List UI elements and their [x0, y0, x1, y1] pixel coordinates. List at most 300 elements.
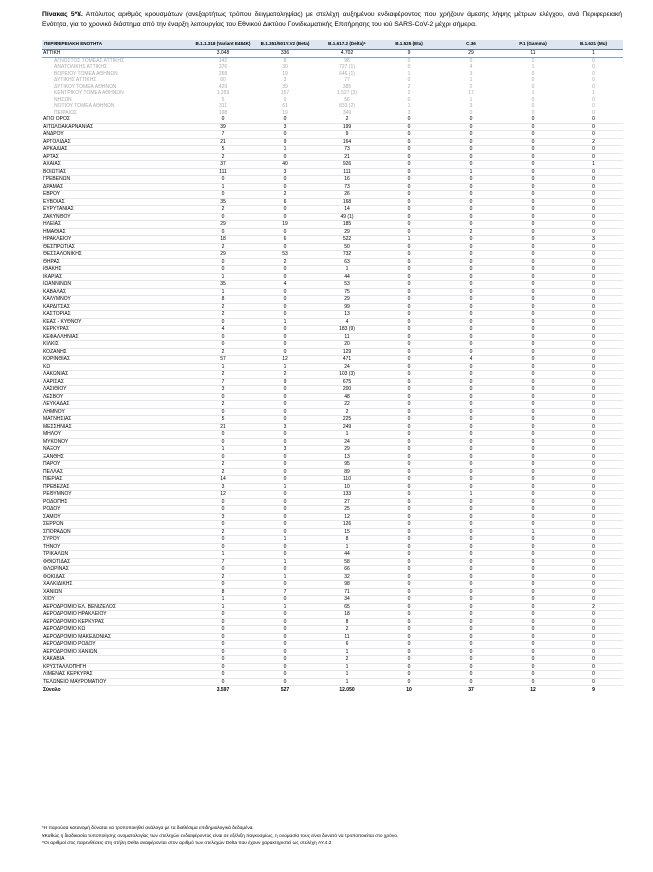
cell-value: 0	[502, 401, 564, 409]
cell-value: 0	[378, 363, 440, 371]
table-row	[42, 663, 623, 671]
cell-value: 0	[502, 221, 564, 229]
cell-value: 8	[283, 57, 287, 64]
cell-value: 0	[564, 228, 623, 236]
cell-value: 98	[316, 581, 378, 589]
cell-value: 0	[378, 573, 440, 581]
cell-value: 29	[440, 50, 502, 58]
cell-value: 0	[564, 333, 623, 341]
cell-value: 0	[564, 483, 623, 491]
cell-value: 2	[192, 348, 254, 356]
cell-value: 0	[192, 663, 254, 671]
cell-value: 9	[254, 138, 316, 146]
cell-value: 20	[316, 341, 378, 349]
cell-value: 29	[316, 446, 378, 454]
region-name: ΑΓΝΩΣΤΟΣ ΤΟΜΕΑΣ ΑΤΤΙΚΗΣ	[54, 57, 125, 64]
cell-value: 0	[440, 543, 502, 551]
cell-value: 22	[316, 401, 378, 409]
cell-value: 0	[440, 498, 502, 506]
cell-value: 0	[564, 528, 623, 536]
cell-value: 0	[564, 453, 623, 461]
region-name: ΑΝΔΡΟΥ	[42, 131, 192, 139]
cell-value: 26	[316, 191, 378, 199]
cell-value: 0	[440, 461, 502, 469]
cell-value: 0	[254, 401, 316, 409]
cell-value: 0	[564, 476, 623, 484]
cell-value: 0	[564, 491, 623, 499]
cell-value: 0	[378, 431, 440, 439]
cell-value: 0	[564, 266, 623, 274]
cell-value: 0	[564, 611, 623, 619]
table-row	[42, 138, 623, 146]
cell-value: 49 (1)	[316, 213, 378, 221]
cell-value: 9	[316, 131, 378, 139]
cell-value: 0	[502, 521, 564, 529]
cell-value: 0	[564, 581, 623, 589]
cell-value: 0	[502, 566, 564, 574]
table-row	[42, 243, 623, 251]
cell-value: 0	[502, 356, 564, 364]
table-row	[42, 206, 623, 214]
cell-value: 11	[316, 633, 378, 641]
cell-value: 0	[254, 303, 316, 311]
region-name: ΕΥΒΟΙΑΣ	[42, 198, 192, 206]
cell-value: 0	[378, 288, 440, 296]
cell-value: 0	[502, 543, 564, 551]
cell-value: 0	[502, 633, 564, 641]
cell-value: 0	[378, 191, 440, 199]
cell-value: 0	[502, 483, 564, 491]
cell-value: 25	[316, 506, 378, 514]
cell-value: 0	[564, 206, 623, 214]
cell-value: 0	[192, 506, 254, 514]
table-subrow	[42, 57, 623, 64]
cell-value: 3	[564, 236, 623, 244]
table-row	[42, 116, 623, 123]
table-row	[42, 498, 623, 506]
region-name: ΑΕΡΟΔΡΟΜΙΟ ΚΩ	[42, 626, 192, 634]
cell-value: 0	[564, 513, 623, 521]
cell-value: 0	[378, 656, 440, 664]
cell-value: 522	[316, 236, 378, 244]
cell-value: 13	[316, 311, 378, 319]
table-row	[42, 558, 623, 566]
cell-value: 1.527 (3)	[336, 90, 357, 96]
cell-value: 0	[378, 273, 440, 281]
region-name: ΠΡΕΒΕΖΑΣ	[42, 483, 192, 491]
cell-value: 0	[502, 416, 564, 424]
cell-value: 2	[407, 90, 411, 96]
cell-value: 2	[192, 461, 254, 469]
cell-value: 3.597	[192, 686, 254, 695]
table-row	[42, 581, 623, 589]
cell-value: 0	[407, 96, 411, 103]
table-row	[42, 648, 623, 656]
region-name: ΑΡΤΑΣ	[42, 153, 192, 161]
cell-value: 0	[192, 543, 254, 551]
cell-value: 44	[316, 551, 378, 559]
region-name: ΠΑΡΟΥ	[42, 461, 192, 469]
cell-value: 0	[564, 176, 623, 184]
cell-value: 0	[440, 213, 502, 221]
cell-value: 0	[254, 596, 316, 604]
cell-value: 2	[316, 408, 378, 416]
cell-value: 111	[316, 168, 378, 176]
cell-value: 0	[192, 581, 254, 589]
cell-value: 0	[564, 183, 623, 191]
cell-value: 27	[316, 498, 378, 506]
cell-value: 1	[192, 273, 254, 281]
cell-value: 0	[192, 438, 254, 446]
table-row	[42, 288, 623, 296]
cell-value: 15	[316, 528, 378, 536]
region-name: ΣΥΡΟΥ	[42, 536, 192, 544]
cell-value: 0	[564, 633, 623, 641]
cell-value: 1	[378, 236, 440, 244]
cell-value: 71	[316, 588, 378, 596]
cell-value: 2	[192, 371, 254, 379]
cell-value: 0	[192, 626, 254, 634]
cell-value: 7	[192, 131, 254, 139]
cell-value: 0	[254, 416, 316, 424]
cell-value: 0	[502, 198, 564, 206]
cell-value: 19	[282, 109, 288, 116]
cell-value: 0	[378, 116, 440, 123]
cell-value: 18	[316, 611, 378, 619]
cell-value: 0	[440, 566, 502, 574]
cell-value: 0	[192, 318, 254, 326]
cell-value: 3	[254, 123, 316, 131]
cell-value: 0	[592, 83, 595, 90]
cell-value: 0	[502, 573, 564, 581]
cell-value: 0	[564, 341, 623, 349]
region-name: ΣΑΜΟΥ	[42, 513, 192, 521]
cell-value: 7	[254, 588, 316, 596]
cell-value: 0	[502, 348, 564, 356]
cell-value: 0	[254, 656, 316, 664]
cell-value: 0	[378, 198, 440, 206]
cell-value: 0	[564, 423, 623, 431]
cell-value: 1	[254, 558, 316, 566]
cell-value: 0	[378, 453, 440, 461]
cell-value: 0	[502, 153, 564, 161]
cell-value: 0	[564, 656, 623, 664]
cell-value: 0	[440, 161, 502, 169]
table-row-total	[42, 686, 623, 695]
header-delta: B.1.617.2 (Delta)⁵	[316, 40, 378, 50]
region-name: ΧΙΟΥ	[42, 596, 192, 604]
region-name: ΗΜΑΘΙΑΣ	[42, 228, 192, 236]
region-name: ΑΧΑΪΑΣ	[42, 161, 192, 169]
cell-value: 9	[254, 378, 316, 386]
cell-value: 0	[564, 303, 623, 311]
cell-value: 0	[192, 341, 254, 349]
cell-value: 4	[254, 281, 316, 289]
cell-value: 65	[316, 603, 378, 611]
cell-value: 0	[564, 678, 623, 686]
cell-value: 12	[254, 356, 316, 364]
cell-value: 0	[564, 536, 623, 544]
cell-value: 0	[440, 251, 502, 259]
cell-value: 0	[531, 103, 535, 109]
region-name: ΙΚΑΡΙΑΣ	[42, 273, 192, 281]
cell-value: 0	[254, 408, 316, 416]
table-row	[42, 588, 623, 596]
cell-value: 1	[192, 183, 254, 191]
cell-value: 0	[564, 243, 623, 251]
cell-value: 1	[316, 266, 378, 274]
cell-value: 9	[378, 50, 440, 58]
cell-value: 0	[440, 506, 502, 514]
cell-value: 4	[192, 326, 254, 334]
cell-value: 185	[316, 221, 378, 229]
cell-value: 0	[378, 266, 440, 274]
region-name: ΗΛΕΙΑΣ	[42, 221, 192, 229]
table-row	[42, 266, 623, 274]
cell-value: 0	[254, 243, 316, 251]
cell-value: 0	[254, 543, 316, 551]
cell-value: 0	[440, 408, 502, 416]
header-b11318: B.1.1.318 (Variant E484K)	[192, 40, 254, 50]
cell-value: 0	[502, 641, 564, 649]
cell-value: 0	[378, 521, 440, 529]
cell-value: 0	[502, 663, 564, 671]
cell-value: 1	[502, 528, 564, 536]
cell-value: 0	[440, 198, 502, 206]
cell-value: 0	[378, 401, 440, 409]
cell-value: 0	[502, 311, 564, 319]
cell-value: 0	[502, 281, 564, 289]
region-name: ΑΡΚΑΔΙΑΣ	[42, 146, 192, 154]
cell-value: 1	[192, 551, 254, 559]
cell-value: 29	[316, 228, 378, 236]
cell-value: 0	[502, 461, 564, 469]
cell-value: 0	[502, 363, 564, 371]
region-name: ΒΟΙΩΤΙΑΣ	[42, 168, 192, 176]
cell-value: 8	[192, 588, 254, 596]
cell-value: 0	[440, 378, 502, 386]
region-name: ΦΛΩΡΙΝΑΣ	[42, 566, 192, 574]
cell-value: 0	[440, 446, 502, 454]
cell-value: 0	[378, 281, 440, 289]
cell-value: 2	[440, 228, 502, 236]
cell-value: 56	[344, 96, 350, 103]
region-name: ΒΟΡΕΙΟΥ ΤΟΜΕΑ ΑΘΗΝΩΝ	[54, 70, 118, 77]
cell-value: 249	[316, 423, 378, 431]
table-row	[42, 198, 623, 206]
table-row	[42, 123, 623, 131]
cell-value: 0	[564, 393, 623, 401]
cell-value: 0	[440, 596, 502, 604]
cell-value: 0	[592, 103, 595, 109]
cell-value: 0	[440, 206, 502, 214]
cell-value: 0	[502, 386, 564, 394]
cell-value: 21	[192, 138, 254, 146]
region-name: ΑΙΤΩΛΟΑΚΑΡΝΑΝΙΑΣ	[42, 123, 192, 131]
cell-value: 0	[254, 491, 316, 499]
cell-value: 29	[192, 221, 254, 229]
cell-value: 164	[316, 138, 378, 146]
cell-value: 0	[378, 678, 440, 686]
cell-value: 0	[378, 581, 440, 589]
table-row	[42, 423, 623, 431]
cell-value: 0	[440, 386, 502, 394]
cell-value: 5	[192, 416, 254, 424]
header-region: ΠΕΡΙΦΕΡΕΙΑΚΗ ΕΝΟΤΗΤΑ	[42, 40, 192, 50]
region-name: ΚΟΡΙΝΘΙΑΣ	[42, 356, 192, 364]
region-name: ΑΕΡΟΔΡΟΜΙΟ ΧΑΝΙΩΝ	[42, 648, 192, 656]
cell-value: 1	[469, 77, 473, 83]
region-name: ΚΕΑΣ - ΚΥΘΝΟΥ	[42, 318, 192, 326]
cell-value: 376	[218, 64, 228, 70]
cell-value: 8	[316, 536, 378, 544]
cell-value: 0	[378, 513, 440, 521]
cell-value: 2	[192, 303, 254, 311]
cell-value: 21	[192, 423, 254, 431]
cell-value: 0	[192, 498, 254, 506]
cell-value: 0	[378, 183, 440, 191]
cell-value: 0	[192, 176, 254, 184]
cell-value: 0	[254, 626, 316, 634]
cell-value: 0	[378, 153, 440, 161]
cell-value: 0	[378, 168, 440, 176]
cell-value: 0	[440, 423, 502, 431]
cell-value: 61	[282, 103, 288, 109]
cell-value: 0	[254, 393, 316, 401]
cell-value: 0	[440, 438, 502, 446]
table-row	[42, 618, 623, 626]
cell-value: 0	[378, 221, 440, 229]
region-name: ΦΘΙΩΤΙΔΑΣ	[42, 558, 192, 566]
cell-value: 0	[502, 251, 564, 259]
table-row	[42, 221, 623, 229]
header-beta: B.1.351/501Y.V2 (Beta)	[254, 40, 316, 50]
cell-value: 7	[192, 378, 254, 386]
cell-value: 0	[440, 573, 502, 581]
cell-value: 4	[440, 356, 502, 364]
cell-value: 0	[378, 648, 440, 656]
cell-value: 0	[378, 468, 440, 476]
cell-value: 0	[254, 468, 316, 476]
cell-value: 3	[407, 109, 411, 116]
cell-value: 0	[192, 566, 254, 574]
cell-value: 349	[342, 109, 352, 116]
cell-value: 0	[254, 333, 316, 341]
cell-value: 2	[192, 311, 254, 319]
cell-value: 39	[282, 83, 288, 90]
table-row	[42, 626, 623, 634]
cell-value: 225	[316, 416, 378, 424]
cell-value: 0	[192, 333, 254, 341]
cell-value: 12	[502, 686, 564, 695]
cell-value: 0	[502, 206, 564, 214]
cell-value: 1	[531, 64, 535, 70]
cell-value: 99	[316, 303, 378, 311]
region-name: ΜΑΓΝΗΣΙΑΣ	[42, 416, 192, 424]
cell-value: 0	[254, 506, 316, 514]
cell-value: 0	[254, 153, 316, 161]
cell-value: 1	[440, 491, 502, 499]
cell-value: 0	[564, 506, 623, 514]
cell-value: 0	[254, 431, 316, 439]
cell-value: 0	[254, 671, 316, 679]
table-row	[42, 333, 623, 341]
table-row	[42, 213, 623, 221]
cell-value: 29	[192, 251, 254, 259]
region-name: ΔΡΑΜΑΣ	[42, 183, 192, 191]
cell-value: 0	[254, 498, 316, 506]
cell-value: 0	[531, 77, 535, 83]
cell-value: 1	[316, 431, 378, 439]
cell-value: 9	[564, 686, 623, 695]
cell-value: 0	[378, 588, 440, 596]
cell-value: 0	[254, 296, 316, 304]
cell-value: 19	[254, 221, 316, 229]
cell-value: 0	[440, 116, 502, 123]
cell-value: 0	[440, 431, 502, 439]
cell-value: 0	[378, 408, 440, 416]
cell-value: 0	[502, 453, 564, 461]
cell-value: 16	[316, 176, 378, 184]
cell-value: 0	[502, 423, 564, 431]
cell-value: 0	[531, 57, 535, 64]
cell-value: 0	[440, 138, 502, 146]
cell-value: 0	[192, 648, 254, 656]
cell-value: 0	[254, 611, 316, 619]
cell-value: 833 (2)	[339, 103, 355, 109]
cell-value: 1	[254, 318, 316, 326]
cell-value: 2	[316, 656, 378, 664]
cell-value: 200	[316, 386, 378, 394]
cell-value: 168	[316, 198, 378, 206]
region-name: ΝΟΤΙΟΥ ΤΟΜΕΑ ΑΘΗΝΩΝ	[54, 103, 115, 109]
table-row	[42, 228, 623, 236]
cell-value: 0	[440, 243, 502, 251]
cell-value: 1	[192, 288, 254, 296]
cell-value: 0	[254, 581, 316, 589]
region-name: ΧΑΛΚΙΔΙΚΗΣ	[42, 581, 192, 589]
cell-value: 0	[378, 176, 440, 184]
cell-value: 0	[440, 521, 502, 529]
region-name: ΑΓΙΟ ΟΡΟΣ	[42, 116, 192, 123]
cell-value: 37	[440, 686, 502, 695]
table-row	[42, 146, 623, 154]
region-name: ΧΑΝΙΩΝ	[42, 588, 192, 596]
cell-value: 6	[254, 198, 316, 206]
table-row	[42, 378, 623, 386]
cell-value: 0	[378, 228, 440, 236]
cell-value: 0	[440, 611, 502, 619]
cell-value: 2	[407, 83, 411, 90]
cell-value: 0	[440, 536, 502, 544]
region-name: ΚΑΒΑΛΑΣ	[42, 288, 192, 296]
cell-value: 103 (3)	[316, 371, 378, 379]
cell-value: 0	[254, 678, 316, 686]
table-row	[42, 183, 623, 191]
cell-value: 1	[564, 161, 623, 169]
cell-value: 95	[316, 461, 378, 469]
cell-value: 0	[440, 648, 502, 656]
cell-value: 0	[378, 386, 440, 394]
cell-value: 0	[502, 506, 564, 514]
cell-value: 0	[440, 551, 502, 559]
cell-value: 0	[378, 296, 440, 304]
table-row	[42, 393, 623, 401]
cell-value: 0	[564, 356, 623, 364]
region-name: ΚΑΡΔΙΤΣΑΣ	[42, 303, 192, 311]
region-name: ΑΡΓΟΛΙΔΑΣ	[42, 138, 192, 146]
region-name: ΚΙΛΚΙΣ	[42, 341, 192, 349]
